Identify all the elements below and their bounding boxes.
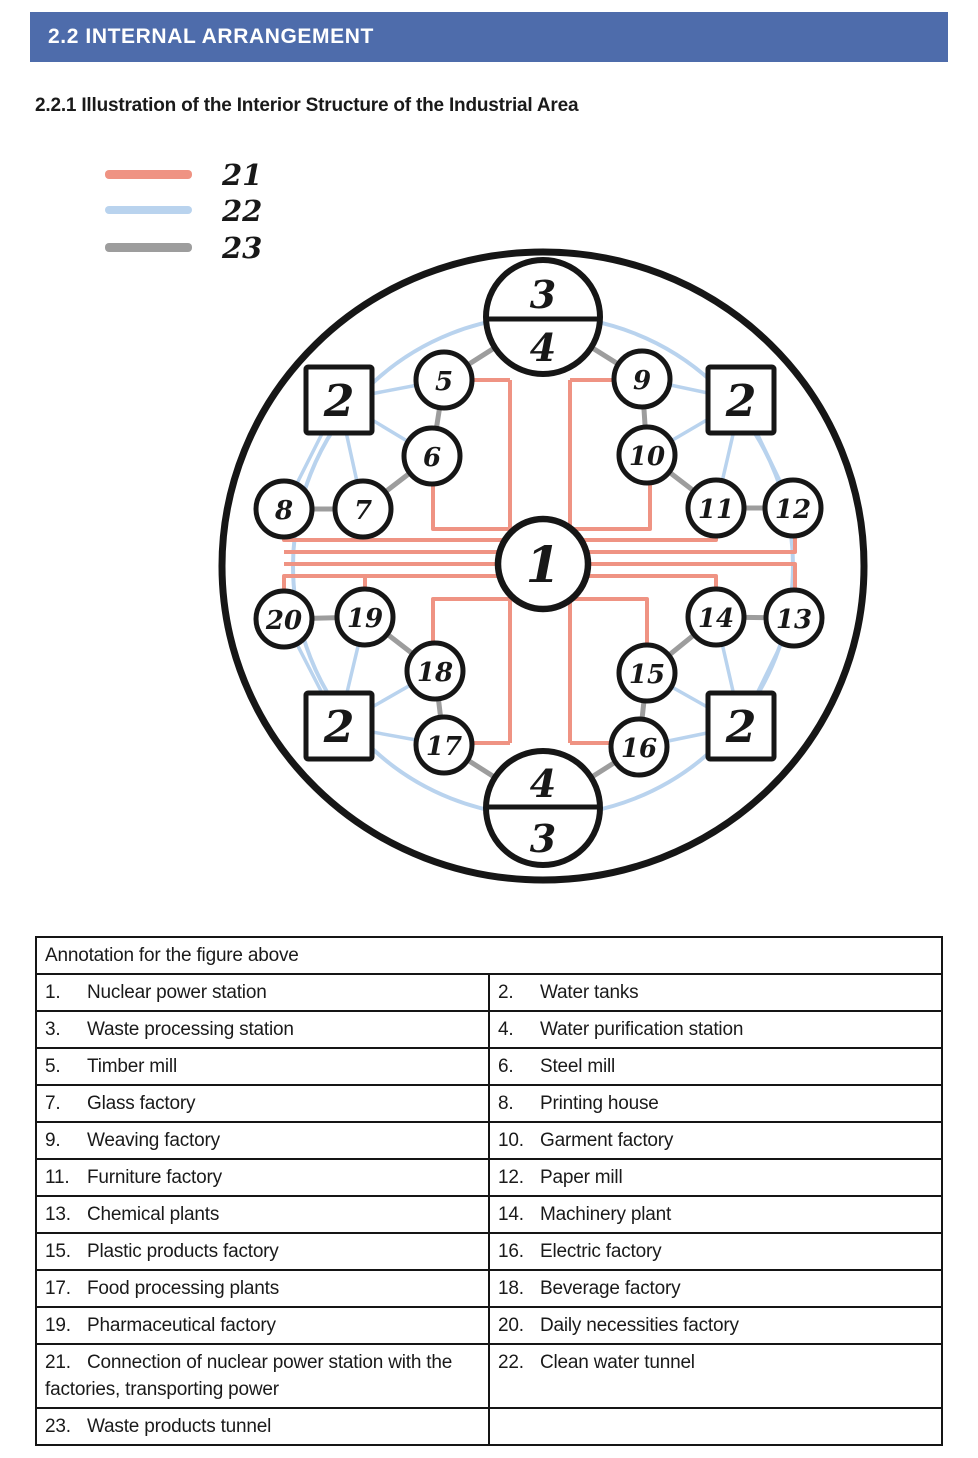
item-text: Beverage factory [540,1278,681,1299]
item-number: 8. [498,1093,514,1114]
item-text: Waste processing station [87,1019,294,1040]
table-row [36,1159,942,1196]
small-node-8 [256,481,312,537]
item-text: Nuclear power station [87,982,267,1003]
table-cell [36,1085,489,1122]
node-label: 3 [529,816,557,861]
table-cell [489,1233,942,1270]
table-row [36,974,942,1011]
item-number: 22. [498,1352,524,1373]
item-text: Pharmaceutical factory [87,1315,276,1336]
table-row [36,1408,942,1445]
item-number: 14. [498,1204,524,1225]
small-node-11 [688,480,744,536]
item-number: 5. [45,1056,61,1077]
table-cell [489,1159,942,1196]
small-node-12 [765,480,821,536]
small-node-17 [416,717,472,773]
node-label: 6 [422,443,442,473]
item-text: Machinery plant [540,1204,672,1225]
legend-label-23: 23 [222,231,263,265]
item-text: Clean water tunnel [540,1352,695,1373]
table-cell [489,1196,942,1233]
node-label: 16 [620,734,658,764]
small-node-14 [688,589,744,645]
table-cell [36,974,489,1011]
small-node-20 [256,591,312,647]
item-number: 15. [45,1241,71,1262]
node-label: 18 [416,658,454,688]
item-text: Waste products tunnel [87,1416,272,1437]
table-row [36,1048,942,1085]
item-number: 21. [45,1352,71,1373]
industrial-area-figure [30,148,948,936]
item-number: 19. [45,1315,71,1336]
table-cell [489,1122,942,1159]
node-label: 5 [434,367,454,397]
item-number: 1. [45,982,61,1003]
node-label: 19 [346,604,384,634]
table-cell [489,1307,942,1344]
square-node-2-top-left [306,367,372,433]
node-label: 3 [529,272,557,317]
item-number: 23. [45,1416,71,1437]
item-number: 18. [498,1278,524,1299]
item-number: 12. [498,1167,524,1188]
item-text: Water tanks [540,982,639,1003]
small-node-7 [335,481,391,537]
table-cell [489,1085,942,1122]
section-header-bar [30,12,948,62]
square-node-2-bottom-left [306,693,372,759]
item-text: Printing house [540,1093,659,1114]
item-number: 6. [498,1056,514,1077]
item-number: 11. [45,1167,70,1188]
legend-label-22: 22 [222,194,263,228]
small-node-15 [619,645,675,701]
item-text: Food processing plants [87,1278,280,1299]
subsection-title: 2.2.1 Illustration of the Interior Structure of the Industrial Area [35,95,579,116]
small-node-16 [611,719,667,775]
node-label: 8 [274,496,294,526]
node-label: 4 [529,325,557,370]
table-cell [36,1233,489,1270]
item-text: Water purification station [540,1019,744,1040]
node-label: 17 [425,732,463,762]
item-number: 4. [498,1019,514,1040]
figure-svg [0,148,978,936]
table-caption-row [36,937,942,974]
table-cell [36,1408,489,1445]
table-cell [36,1196,489,1233]
table-row [36,1270,942,1307]
split-node-3-4-top [486,260,600,374]
square-node-2-bottom-right [708,693,774,759]
table-cell [36,1159,489,1196]
table-row [36,1344,942,1408]
table-cell [489,1011,942,1048]
table-cell [489,1270,942,1307]
small-node-13 [766,590,822,646]
table-caption: Annotation for the figure above [36,937,942,974]
node-label: 10 [628,442,666,472]
table-cell [36,1048,489,1085]
node-label: 9 [632,366,652,396]
table-cell [489,1408,942,1445]
item-number: 7. [45,1093,61,1114]
node-label: 1 [525,535,561,594]
item-number: 20. [498,1315,524,1336]
small-node-18 [407,643,463,699]
small-node-5 [416,352,472,408]
node-label: 2 [725,376,757,427]
small-node-9 [614,351,670,407]
item-text: Weaving factory [87,1130,220,1151]
item-number: 16. [498,1241,524,1262]
table-row [36,1011,942,1048]
node-label: 2 [725,702,757,753]
table-cell [36,1270,489,1307]
legend-swatch-23 [105,243,192,252]
node-label: 13 [775,605,813,635]
legend-swatch-22 [105,206,192,214]
node-label: 7 [353,496,373,526]
item-number: 10. [498,1130,524,1151]
annotation-table [35,936,943,1446]
square-node-2-top-right [708,367,774,433]
node-label: 2 [323,376,355,427]
node-label: 11 [697,495,735,525]
item-text: Electric factory [540,1241,662,1262]
item-text: Daily necessities factory [540,1315,739,1336]
center-node-1 [498,519,588,609]
item-text: Furniture factory [87,1167,222,1188]
item-text: Timber mill [87,1056,177,1077]
table-row [36,1085,942,1122]
item-text: Garment factory [540,1130,674,1151]
table-cell [489,1344,942,1408]
table-row [36,1307,942,1344]
table-cell [36,1011,489,1048]
section-title: 2.2 INTERNAL ARRANGEMENT [48,25,374,48]
table-row [36,1122,942,1159]
small-node-6 [404,428,460,484]
node-label: 12 [774,495,812,525]
node-label: 4 [529,761,557,806]
item-number: 13. [45,1204,71,1225]
legend-label-21: 21 [222,158,263,192]
table-cell [489,1048,942,1085]
item-text: Steel mill [540,1056,616,1077]
item-text: Plastic products factory [87,1241,279,1262]
split-node-4-3-bottom [486,751,600,865]
item-text: Connection of nuclear power station with the factories, transporting power [45,1352,453,1400]
table-cell [36,1307,489,1344]
legend [105,158,262,265]
legend-swatch-21 [105,170,192,179]
table-row [36,1233,942,1270]
item-number: 9. [45,1130,61,1151]
small-node-10 [619,427,675,483]
node-label: 20 [265,606,303,636]
node-label: 2 [323,702,355,753]
item-number: 2. [498,982,514,1003]
node-label: 15 [628,660,666,690]
item-text: Glass factory [87,1093,196,1114]
table-cell [489,974,942,1011]
item-text: Chemical plants [87,1204,220,1225]
item-number: 17. [45,1278,71,1299]
table-row [36,1196,942,1233]
item-text: Paper mill [540,1167,623,1188]
node-label: 14 [697,604,735,634]
table-cell [36,1122,489,1159]
small-node-19 [337,589,393,645]
table-cell [36,1344,489,1408]
item-number: 3. [45,1019,61,1040]
